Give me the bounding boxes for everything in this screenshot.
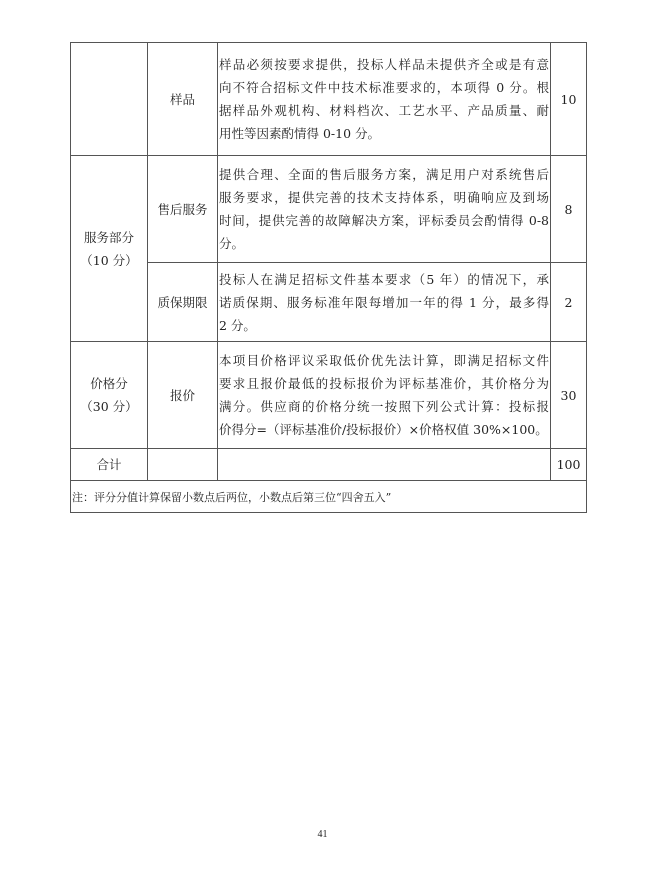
criteria-line: 投标人在满足招标文件基本要求（5 年）的情况下，承 xyxy=(219,271,549,287)
criteria-line: 服务要求，提供完善的技术支持体系，明确响应及到场 xyxy=(219,190,549,205)
empty-cell xyxy=(218,449,551,481)
criteria-line: 用性等因素酌情得 0-10 分。 xyxy=(219,126,381,141)
note-text: 注：评分分值计算保留小数点后两位，小数点后第三位“四舍五入” xyxy=(71,481,587,513)
subitem-cell: 质保期限 xyxy=(148,263,218,342)
criteria-line: 分。 xyxy=(219,236,245,251)
score-cell: 30 xyxy=(551,342,587,449)
category-points: （10 分） xyxy=(80,252,138,268)
criteria-line: 2 分。 xyxy=(219,317,256,333)
criteria-line: 提供合理、全面的售后服务方案，满足用户对系统售后 xyxy=(219,167,549,182)
page-number: 41 xyxy=(317,829,328,840)
total-score: 100 xyxy=(551,449,587,481)
total-label: 合计 xyxy=(71,449,148,481)
criteria-line: 诺质保期、服务标准年限每增加一年的得 1 分，最多得 xyxy=(219,294,549,310)
criteria-line: 据样品外观机构、材料档次、工艺水平、产品质量、耐 xyxy=(219,103,549,118)
subitem-cell: 报价 xyxy=(148,342,218,449)
scoring-table xyxy=(70,42,587,513)
criteria-line: 本项目价格评议采取低价优先法计算，即满足招标文件 xyxy=(219,353,549,368)
empty-cell xyxy=(148,449,218,481)
criteria-line: 要求且报价最低的投标报价为评标基准价，其价格分为 xyxy=(219,376,549,391)
table-row xyxy=(71,156,587,263)
category-label: 服务部分 xyxy=(83,229,134,245)
category-cell xyxy=(71,342,148,449)
criteria-line: 时间，提供完善的故障解决方案，评标委员会酌情得 0-8 xyxy=(219,213,549,228)
table-row xyxy=(71,263,587,342)
category-label: 价格分 xyxy=(90,376,128,391)
criteria-line: 向不符合招标文件中技术标准要求的，本项得 0 分。根 xyxy=(219,80,549,95)
category-cell xyxy=(71,43,148,156)
subitem-cell: 售后服务 xyxy=(148,156,218,263)
criteria-cell xyxy=(218,43,551,156)
criteria-line: 满分。供应商的价格分统一按照下列公式计算：投标报 xyxy=(219,399,549,414)
criteria-cell xyxy=(218,263,551,342)
criteria-cell xyxy=(218,156,551,263)
table-row xyxy=(71,43,587,156)
subitem-cell: 样品 xyxy=(148,43,218,156)
table-row xyxy=(71,342,587,449)
score-cell: 8 xyxy=(551,156,587,263)
criteria-line: 样品必须按要求提供，投标人样品未提供齐全或是有意 xyxy=(219,57,549,72)
score-cell: 10 xyxy=(551,43,587,156)
criteria-cell xyxy=(218,342,551,449)
score-cell: 2 xyxy=(551,263,587,342)
criteria-line: 价得分=（评标基准价/投标报价）×价格权值 30%×100。 xyxy=(219,422,548,437)
category-points: （30 分） xyxy=(80,399,138,414)
note-row xyxy=(71,481,587,513)
total-row xyxy=(71,449,587,481)
category-cell xyxy=(71,156,148,342)
